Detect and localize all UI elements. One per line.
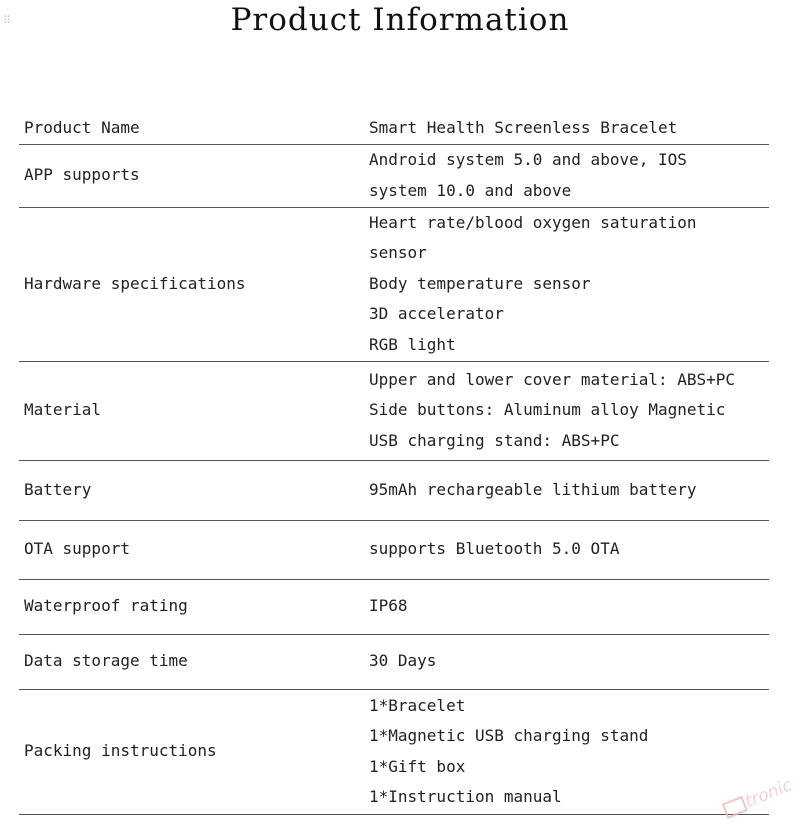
spec-label: Waterproof rating <box>24 596 188 616</box>
page-title: Product Information <box>230 2 570 38</box>
spec-value-line: Smart Health Screenless Bracelet <box>369 117 678 137</box>
spec-row <box>19 520 769 579</box>
spec-value-line: supports Bluetooth 5.0 OTA <box>369 539 620 559</box>
drag-handle-icon[interactable]: ⠿ <box>3 14 11 27</box>
spec-value-line: system 10.0 and above <box>369 180 572 200</box>
spec-row <box>19 144 769 207</box>
spec-value-line: USB charging stand: ABS+PC <box>369 430 620 450</box>
spec-label: APP supports <box>24 165 140 185</box>
spec-value <box>364 361 769 460</box>
spec-value-line: 1*Magnetic USB charging stand <box>369 726 649 745</box>
spec-value-line: RGB light <box>369 334 456 354</box>
spec-value-line: 95mAh rechargeable lithium battery <box>369 479 697 499</box>
spec-row <box>19 112 769 144</box>
spec-row <box>19 361 769 460</box>
spec-label: Material <box>24 400 102 420</box>
spec-value <box>364 579 769 634</box>
spec-value-line: Upper and lower cover material: ABS+PC <box>369 369 736 389</box>
spec-value <box>364 689 769 814</box>
spec-label: Packing instructions <box>24 741 217 761</box>
spec-row <box>19 579 769 634</box>
spec-label: Data storage time <box>24 651 188 671</box>
spec-value-line: 1*Gift box <box>369 756 466 776</box>
spec-label: Battery <box>24 479 92 499</box>
spec-table <box>19 112 769 815</box>
spec-value-line: 3D accelerator <box>369 304 504 324</box>
spec-value <box>364 207 769 361</box>
spec-row <box>19 207 769 361</box>
spec-value <box>364 520 769 579</box>
spec-label: Product Name <box>24 117 140 137</box>
spec-row <box>19 689 769 814</box>
spec-value-line: 1*Instruction manual <box>369 787 562 806</box>
spec-value-line: sensor <box>369 243 427 263</box>
spec-row <box>19 634 769 689</box>
watermark-text: tronic <box>742 775 796 813</box>
spec-value-line: Side buttons: Aluminum alloy Magnetic <box>369 400 726 420</box>
spec-value-line: Body temperature sensor <box>369 273 591 293</box>
spec-value-line: 30 Days <box>369 651 437 671</box>
spec-value-line: Android system 5.0 and above, IOS <box>369 150 687 169</box>
spec-row <box>19 460 769 520</box>
spec-value <box>364 144 769 207</box>
spec-value-line: Heart rate/blood oxygen saturation <box>369 212 697 232</box>
spec-value <box>364 634 769 689</box>
spec-label: Hardware specifications <box>24 273 246 293</box>
spec-label: OTA support <box>24 539 130 559</box>
spec-table-body <box>19 112 769 814</box>
spec-value <box>364 112 769 144</box>
spec-value <box>364 460 769 520</box>
spec-value-line: 1*Bracelet <box>369 695 466 715</box>
spec-value-line: IP68 <box>369 596 408 616</box>
